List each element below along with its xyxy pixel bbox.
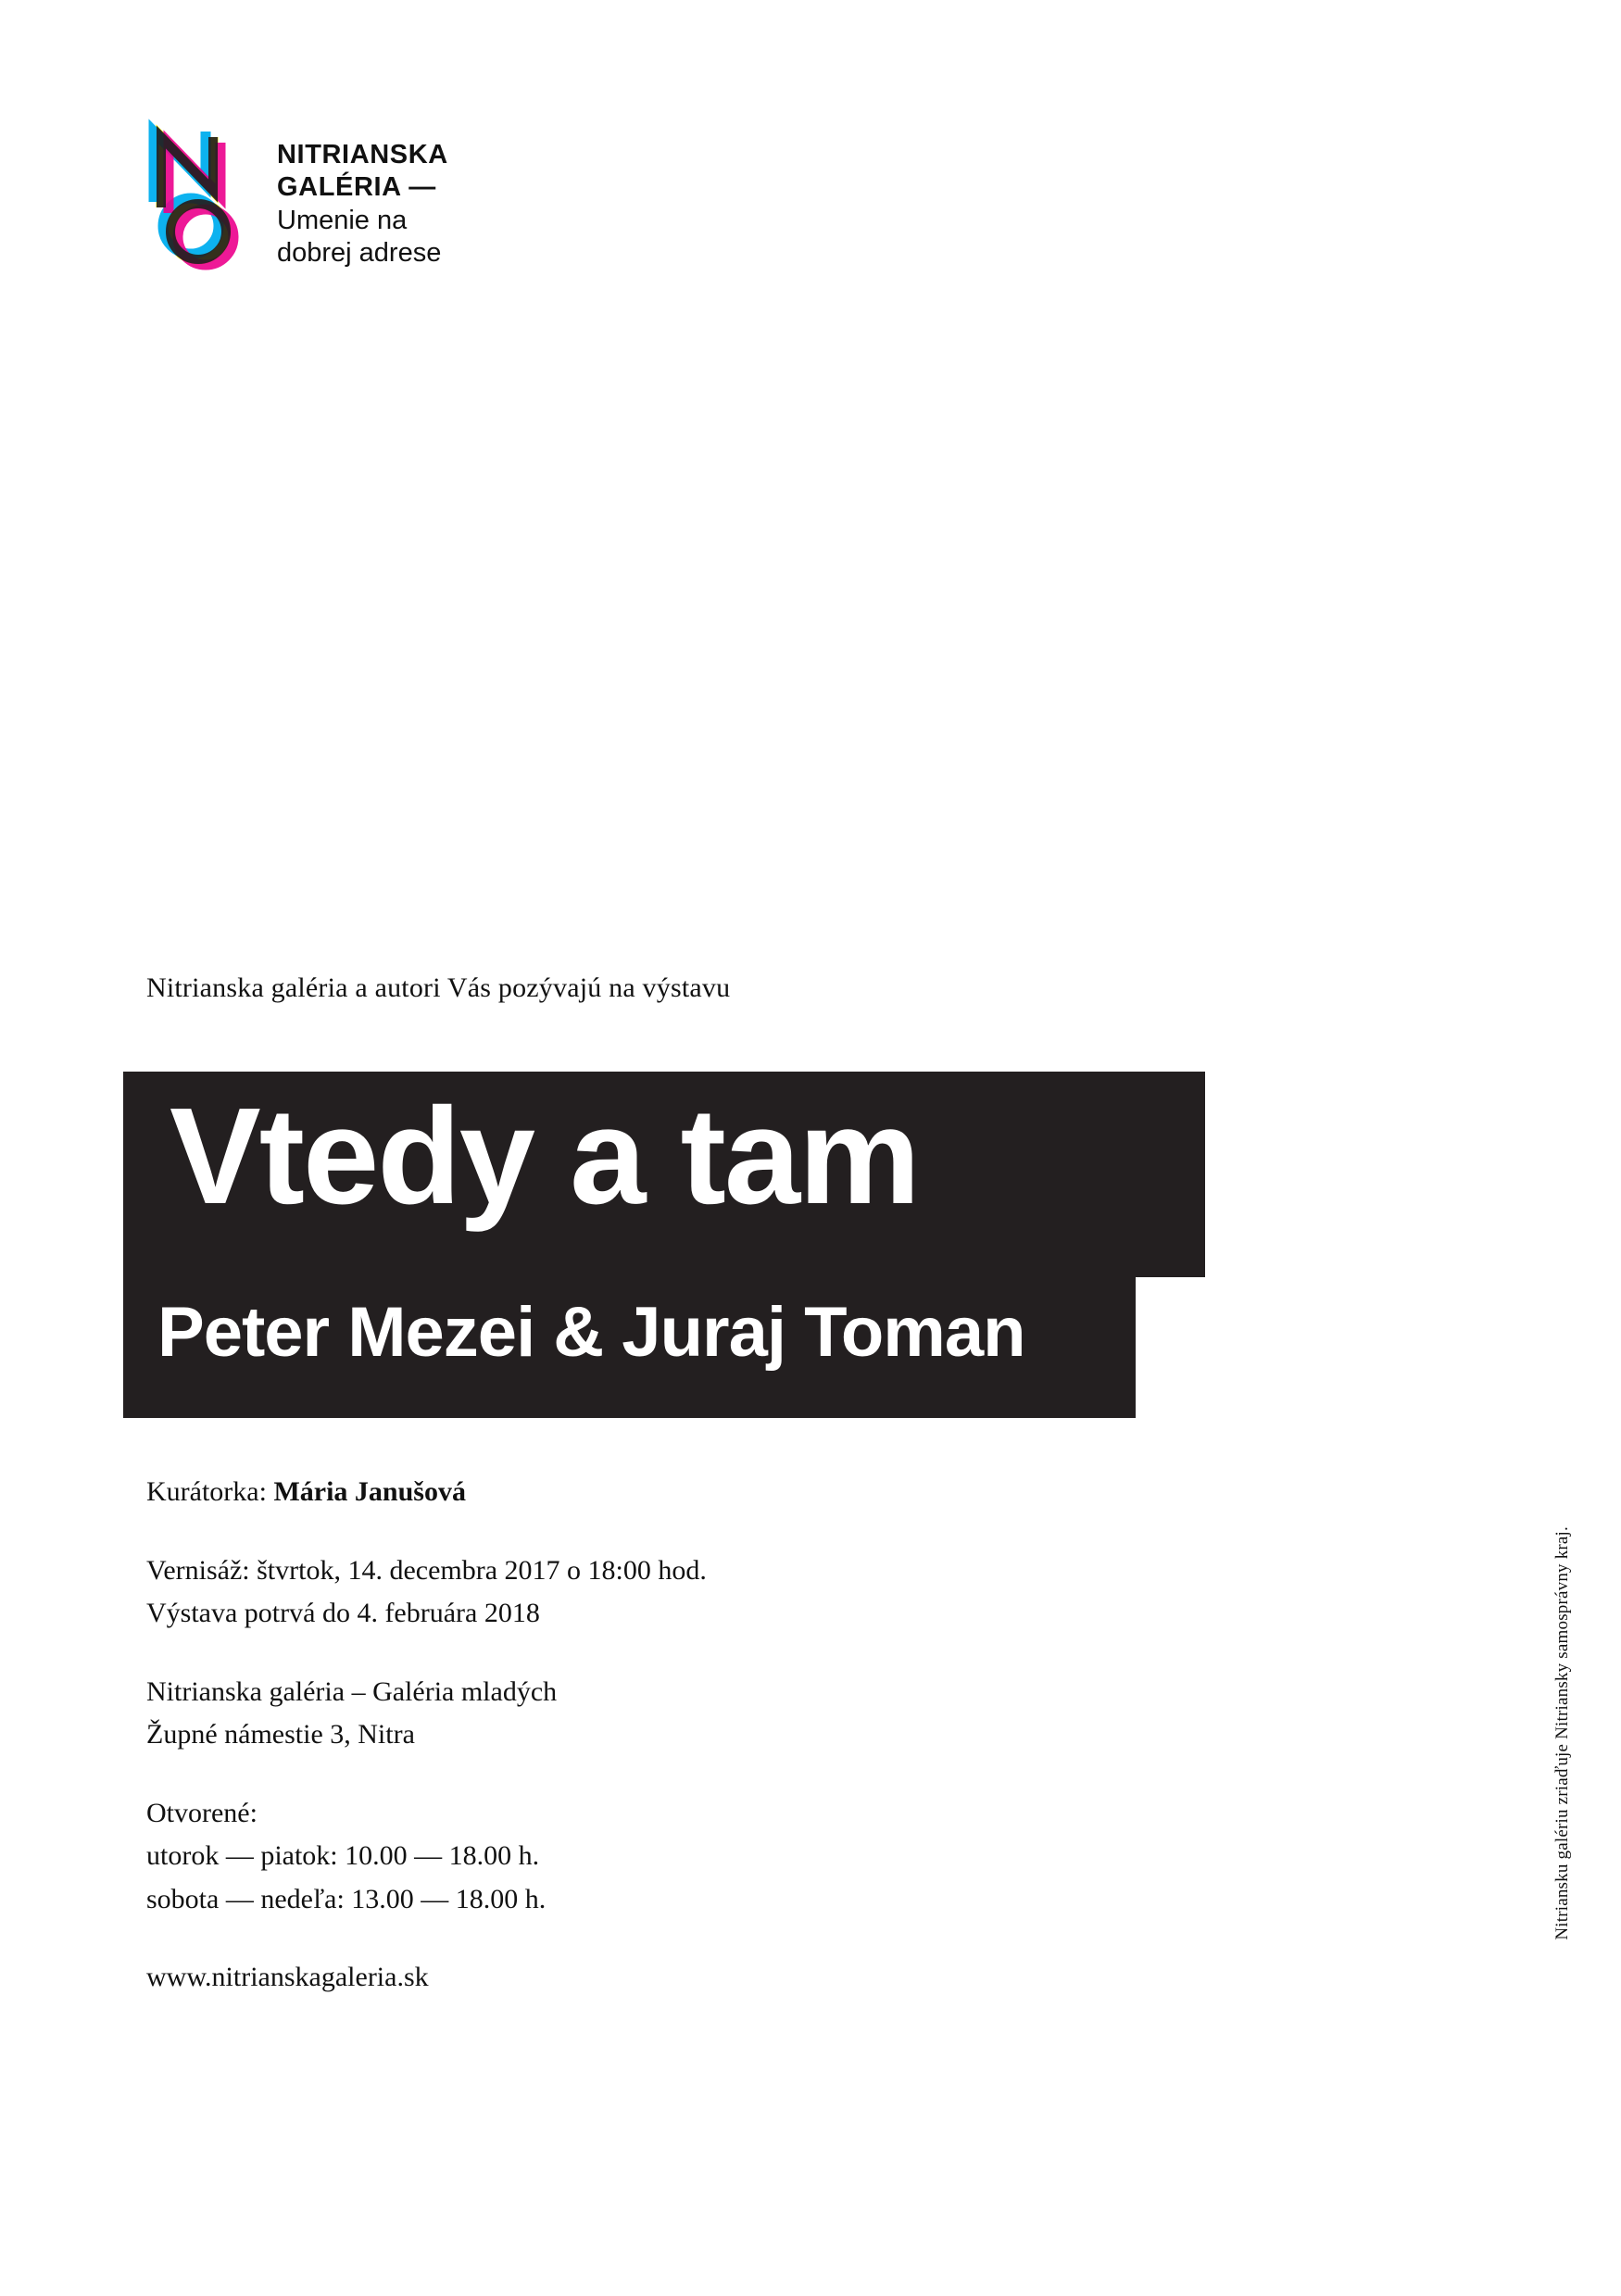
- ng-monogram-cmyk-icon: [141, 119, 257, 271]
- website-link[interactable]: www.nitrianskagaleria.sk: [146, 1962, 429, 1992]
- website-block: [146, 1956, 1258, 2000]
- logo-line-dobrej-adrese: dobrej adrese: [277, 238, 442, 269]
- hours-block: [146, 1792, 1258, 1922]
- hours-label: Otvorené:: [146, 1797, 258, 1828]
- invitation-line: Nitrianska galéria a autori Vás pozývajú na výstavu: [146, 972, 731, 1003]
- venue-name: Nitrianska galéria – Galéria mladých: [146, 1675, 558, 1707]
- exhibition-title: Vtedy a tam: [170, 1080, 919, 1233]
- exhibition-duration: Výstava potrvá do 4. februára 2018: [146, 1598, 540, 1628]
- dates-block: [146, 1549, 1258, 1636]
- logo-line-nitrianska: NITRIANSKA: [277, 140, 448, 169]
- exhibition-title-bar: [123, 1072, 1205, 1277]
- curator-name: Mária Janušová: [273, 1476, 466, 1507]
- logo-line-galeria: GALÉRIA —: [277, 172, 436, 203]
- venue-address: Župné námestie 3, Nitra: [146, 1719, 415, 1750]
- exhibition-authors-bar: [123, 1277, 1136, 1418]
- curator-block: [146, 1471, 1258, 1514]
- exhibition-authors: Peter Mezei & Juraj Toman: [157, 1293, 1025, 1372]
- exhibition-details: [146, 1471, 1258, 2000]
- hours-weekday: utorok — piatok: 10.00 — 18.00 h.: [146, 1840, 540, 1871]
- logo-line-umenie-na: Umenie na: [277, 205, 408, 235]
- venue-block: [146, 1671, 1258, 1757]
- curator-label: Kurátorka:: [146, 1476, 267, 1507]
- hours-weekend: sobota — nedeľa: 13.00 — 18.00 h.: [146, 1883, 547, 1914]
- logo-wordmark: [277, 119, 448, 270]
- gallery-logo: [141, 119, 448, 271]
- opening-date: Vernisáž: štvrtok, 14. decembra 2017 o 18:00 hod.: [146, 1554, 707, 1586]
- founder-note: Nitriansku galériu zriaďuje Nitriansky samosprávny kraj.: [1552, 1526, 1572, 1940]
